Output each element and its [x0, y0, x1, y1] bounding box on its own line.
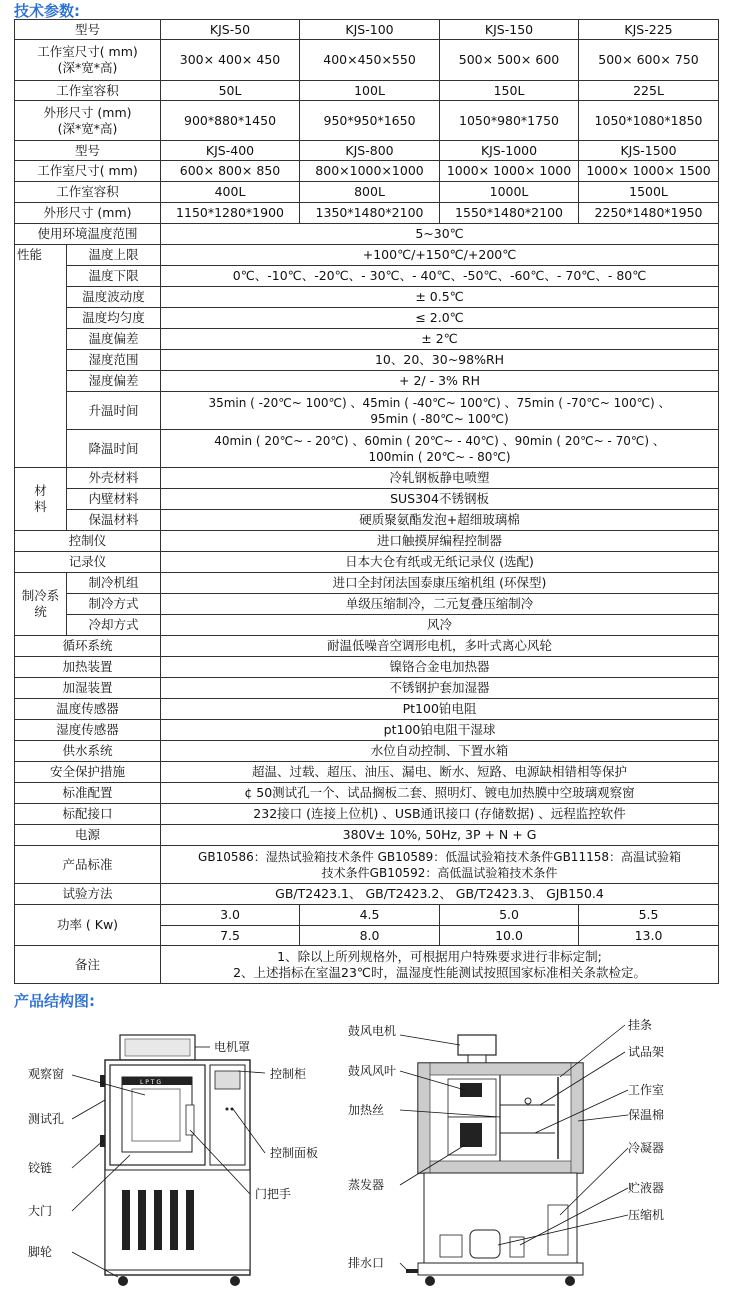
- cell: KJS-50: [161, 20, 300, 40]
- label-door-handle: 门把手: [255, 1187, 292, 1201]
- row-label: 记录仪: [15, 552, 161, 573]
- cell: 单级压缩制冷，二元复叠压缩制冷: [161, 594, 719, 615]
- chamber-section-drawing: [406, 1035, 583, 1286]
- label-evaporator: 蒸发器: [348, 1178, 385, 1192]
- table-row: [15, 762, 719, 783]
- cell: 8.0: [300, 926, 440, 946]
- cell: 镍铬合金电加热器: [161, 657, 719, 678]
- cell: KJS-800: [300, 141, 440, 161]
- row-label: 湿度传感器: [15, 720, 161, 741]
- table-row: [15, 531, 719, 552]
- label-blower-motor: 鼓风电机: [348, 1024, 397, 1038]
- label-insulation: 保温棉: [628, 1108, 665, 1122]
- spec-table: [14, 19, 719, 984]
- row-label: 外壳材料: [67, 468, 161, 489]
- row-label: 工作室尺寸( mm) (深*宽*高): [15, 40, 161, 81]
- label-control-panel: 控制面板: [270, 1146, 319, 1160]
- cell: ¢ 50测试孔一个、试品搁板二套、照明灯、镀电加热膜中空玻璃观察窗: [161, 783, 719, 804]
- row-label: 降温时间: [67, 430, 161, 468]
- cell: GB10586：湿热试验箱技术条件 GB10589：低温试验箱技术条件GB11158：高温试验箱 技术条件GB10592：高低温试验箱技术条件: [161, 846, 719, 884]
- table-row: [15, 720, 719, 741]
- cell: 不锈钢护套加湿器: [161, 678, 719, 699]
- table-row: [15, 371, 719, 392]
- table-row: [15, 161, 719, 182]
- table-row: [15, 203, 719, 224]
- table-row: [15, 308, 719, 329]
- row-label: 备注: [15, 946, 161, 984]
- cell: 1000× 1000× 1500: [579, 161, 719, 182]
- cell: KJS-1000: [440, 141, 579, 161]
- row-label: 温度上限: [67, 245, 161, 266]
- receiver-shape: [510, 1237, 524, 1257]
- cell: pt100铂电阻干湿球: [161, 720, 719, 741]
- cell: 800L: [300, 182, 440, 203]
- table-row: [15, 884, 719, 905]
- cell: 水位自动控制、下置水箱: [161, 741, 719, 762]
- section-title-specs: 技术参数:: [14, 2, 80, 20]
- table-row: [15, 101, 719, 141]
- table-row: [15, 615, 719, 636]
- row-label: 温度传感器: [15, 699, 161, 720]
- screen-shape: [215, 1071, 240, 1089]
- cell: KJS-150: [440, 20, 579, 40]
- row-label: 工作室容积: [15, 182, 161, 203]
- cell: 380V± 10%, 50Hz, 3P + N + G: [161, 825, 719, 846]
- row-label: 加湿装置: [15, 678, 161, 699]
- structure-diagram: [0, 1005, 731, 1315]
- cell: 150L: [440, 81, 579, 101]
- table-row: [15, 552, 719, 573]
- row-label: 标配接口: [15, 804, 161, 825]
- cell: 进口触摸屏编程控制器: [161, 531, 719, 552]
- cell: 3.0: [161, 905, 300, 926]
- insulation-bottom: [418, 1161, 583, 1173]
- table-row: [15, 699, 719, 720]
- label-sample-rack: 试品架: [628, 1045, 665, 1059]
- cell: 1050*1080*1850: [579, 101, 719, 141]
- insulation-top: [418, 1063, 583, 1075]
- row-label: 外形尺寸 (mm): [15, 203, 161, 224]
- cell: 950*950*1650: [300, 101, 440, 141]
- row-label: 供水系统: [15, 741, 161, 762]
- row-label: 型号: [15, 20, 161, 40]
- cell: 0℃、-10℃、-20℃、- 30℃、- 40℃、-50℃、-60℃、- 70℃、- 80℃: [161, 266, 719, 287]
- label-receiver: 贮液器: [628, 1181, 665, 1195]
- cell: 进口全封闭法国泰康压缩机组 (环保型): [161, 573, 719, 594]
- cell: 35min ( -20℃~ 100℃) 、45min ( -40℃~ 100℃) 、75min ( -70℃~ 100℃) 、 95min ( -80℃~ 100℃): [161, 392, 719, 430]
- table-row: [15, 573, 719, 594]
- table-row: [15, 430, 719, 468]
- label-heating-wire: 加热丝: [348, 1103, 385, 1117]
- group-label-materials: 材 料: [15, 468, 67, 531]
- label-work-chamber: 工作室: [628, 1083, 665, 1097]
- table-row: [15, 946, 719, 984]
- table-row: [15, 287, 719, 308]
- cell: 1150*1280*1900: [161, 203, 300, 224]
- cell: 400L: [161, 182, 300, 203]
- cell: 超温、过载、超压、油压、漏电、断水、短路、电源缺相错相等保护: [161, 762, 719, 783]
- evaporator-shape: [460, 1123, 482, 1147]
- section-title-structure: 产品结构图:: [14, 992, 95, 1010]
- table-row: [15, 182, 719, 203]
- table-row: [15, 224, 719, 245]
- cell: 5.5: [579, 905, 719, 926]
- cell: 1500L: [579, 182, 719, 203]
- row-label: 制冷机组: [67, 573, 161, 594]
- row-label: 标准配置: [15, 783, 161, 804]
- cell: 100L: [300, 81, 440, 101]
- cell: 5.0: [440, 905, 579, 926]
- cell: Pt100铂电阻: [161, 699, 719, 720]
- chamber-front-drawing: [100, 1035, 250, 1286]
- row-label: 安全保护措施: [15, 762, 161, 783]
- cell: SUS304不锈钢板: [161, 489, 719, 510]
- row-label: 湿度偏差: [67, 371, 161, 392]
- cell: 50L: [161, 81, 300, 101]
- cell: 1000× 1000× 1000: [440, 161, 579, 182]
- table-row: [15, 81, 719, 101]
- row-label: 功率 ( Kw): [15, 905, 161, 946]
- label-fan-blade: 鼓风风叶: [348, 1064, 397, 1078]
- cell: 232接口 (连接上位机) 、USB通讯接口 (存储数据) 、远程监控软件: [161, 804, 719, 825]
- table-row: [15, 846, 719, 884]
- table-row: [15, 825, 719, 846]
- label-window: 观察窗: [28, 1067, 65, 1081]
- cell: 冷轧钢板静电喷塑: [161, 468, 719, 489]
- row-label: 温度波动度: [67, 287, 161, 308]
- row-label: 循环系统: [15, 636, 161, 657]
- cell: 1050*980*1750: [440, 101, 579, 141]
- cell: 300× 400× 450: [161, 40, 300, 81]
- label-motor-cover: 电机罩: [214, 1040, 251, 1054]
- row-label: 湿度范围: [67, 350, 161, 371]
- row-label: 加热装置: [15, 657, 161, 678]
- row-label: 升温时间: [67, 392, 161, 430]
- row-label: 工作室容积: [15, 81, 161, 101]
- cell: 10、20、30~98%RH: [161, 350, 719, 371]
- row-label: 温度下限: [67, 266, 161, 287]
- label-control-cabinet: 控制柜: [270, 1067, 307, 1081]
- row-label: 电源: [15, 825, 161, 846]
- cell: 硬质聚氨酯发泡+超细玻璃棉: [161, 510, 719, 531]
- blower-motor-shape: [458, 1035, 496, 1055]
- table-row: [15, 905, 719, 926]
- cell: 5~30℃: [161, 224, 719, 245]
- fan-blade-shape: [460, 1083, 482, 1097]
- label-condenser: 冷凝器: [628, 1141, 665, 1155]
- table-row: [15, 245, 719, 266]
- row-label: 外形尺寸 (mm) (深*宽*高): [15, 101, 161, 141]
- table-row: [15, 350, 719, 371]
- cell: + 2/ - 3% RH: [161, 371, 719, 392]
- table-row: [15, 141, 719, 161]
- cell: 1、除以上所列规格外，可根据用户特殊要求进行非标定制; 2、上述指标在室温23℃时，温湿度性能测试按照国家标准相关条款检定。: [161, 946, 719, 984]
- group-label-cooling: 制冷系 统: [15, 573, 67, 636]
- label-caster: 脚轮: [28, 1245, 53, 1259]
- cell: 600× 800× 850: [161, 161, 300, 182]
- label-test-hole: 测试孔: [28, 1112, 65, 1126]
- label-hanging-strip: 挂条: [628, 1018, 653, 1032]
- cell: 13.0: [579, 926, 719, 946]
- logo-text: L P T G: [140, 1079, 161, 1086]
- row-label: 内壁材料: [67, 489, 161, 510]
- cell: KJS-400: [161, 141, 300, 161]
- row-label: 工作室尺寸( mm): [15, 161, 161, 182]
- cell: 7.5: [161, 926, 300, 946]
- cell: ≤ 2.0℃: [161, 308, 719, 329]
- table-row: [15, 741, 719, 762]
- table-row: [15, 678, 719, 699]
- cell: 10.0: [440, 926, 579, 946]
- table-row: [15, 783, 719, 804]
- table-row: [15, 510, 719, 531]
- table-row: [15, 657, 719, 678]
- cell: 2250*1480*1950: [579, 203, 719, 224]
- table-row: [15, 266, 719, 287]
- row-label: 温度偏差: [67, 329, 161, 350]
- row-label: 试验方法: [15, 884, 161, 905]
- table-row: [15, 804, 719, 825]
- cell: ± 2℃: [161, 329, 719, 350]
- cell: +100℃/+150℃/+200℃: [161, 245, 719, 266]
- label-drain: 排水口: [348, 1256, 385, 1270]
- cell: KJS-225: [579, 20, 719, 40]
- table-row: [15, 594, 719, 615]
- cell: 4.5: [300, 905, 440, 926]
- row-label: 使用环境温度范围: [15, 224, 161, 245]
- cell: 风冷: [161, 615, 719, 636]
- cell: 1000L: [440, 182, 579, 203]
- row-label: 产品标准: [15, 846, 161, 884]
- table-row: [15, 40, 719, 81]
- condenser-shape: [548, 1205, 568, 1255]
- window-shape: [132, 1089, 180, 1141]
- cell: GB/T2423.1、 GB/T2423.2、 GB/T2423.3、 GJB150.4: [161, 884, 719, 905]
- row-label: 冷却方式: [67, 615, 161, 636]
- cell: 日本大仓有纸或无纸记录仪 (选配): [161, 552, 719, 573]
- cell: ± 0.5℃: [161, 287, 719, 308]
- group-label-performance: 性能: [15, 245, 67, 468]
- row-label: 控制仪: [15, 531, 161, 552]
- table-row: [15, 636, 719, 657]
- cell: 900*880*1450: [161, 101, 300, 141]
- cell: KJS-100: [300, 20, 440, 40]
- cell: 40min ( 20℃~ - 20℃) 、60min ( 20℃~ - 40℃) 、90min ( 20℃~ - 70℃) 、 100min ( 20℃~ - 80℃): [161, 430, 719, 468]
- table-row: [15, 489, 719, 510]
- cell: 1350*1480*2100: [300, 203, 440, 224]
- cell: KJS-1500: [579, 141, 719, 161]
- compressor-shape: [470, 1230, 500, 1258]
- cell: 400×450×550: [300, 40, 440, 81]
- cell: 500× 500× 600: [440, 40, 579, 81]
- table-row: [15, 468, 719, 489]
- table-row: [15, 392, 719, 430]
- label-door: 大门: [28, 1204, 53, 1218]
- label-hinge: 铰链: [28, 1161, 53, 1175]
- table-row: [15, 20, 719, 40]
- cell: 耐温低噪音空调形电机，多叶式离心风轮: [161, 636, 719, 657]
- label-compressor: 压缩机: [628, 1208, 665, 1222]
- cell: 225L: [579, 81, 719, 101]
- cell: 1550*1480*2100: [440, 203, 579, 224]
- row-label: 制冷方式: [67, 594, 161, 615]
- row-label: 保温材料: [67, 510, 161, 531]
- row-label: 型号: [15, 141, 161, 161]
- table-row: [15, 329, 719, 350]
- cell: 500× 600× 750: [579, 40, 719, 81]
- cell: 800×1000×1000: [300, 161, 440, 182]
- row-label: 温度均匀度: [67, 308, 161, 329]
